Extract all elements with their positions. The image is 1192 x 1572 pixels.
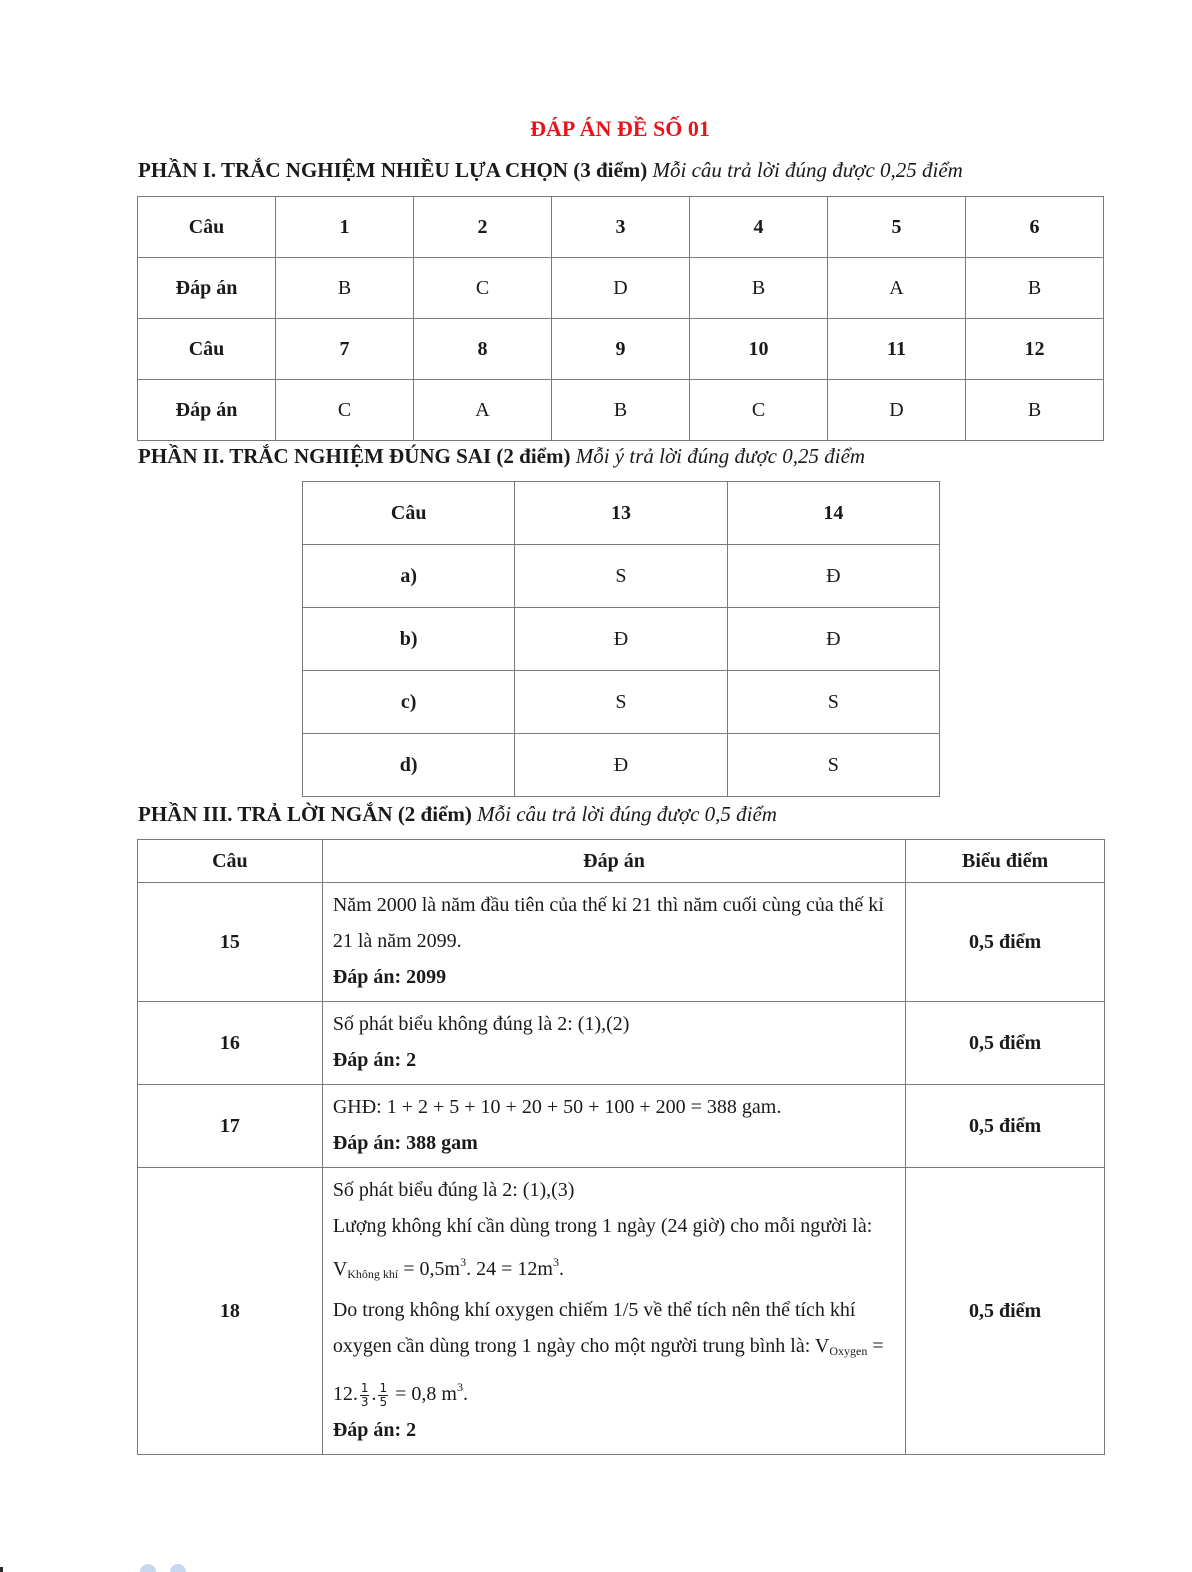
column-header: Câu [138,840,323,883]
answer-cell: D [552,258,690,319]
row-label: b) [303,608,515,671]
answer-cell: D [828,380,966,441]
score: 0,5 điểm [906,1085,1105,1168]
question-number: 10 [690,319,828,380]
formula-text: = 0,8 m [390,1383,457,1405]
part3-heading-title: PHẦN III. TRẢ LỜI NGẮN (2 điểm) [138,802,472,826]
formula-text: . [462,1383,468,1405]
answer-cell: C [414,258,552,319]
logo-shape [170,1564,186,1572]
subscript: Oxygen [829,1344,868,1358]
explanation-text: Năm 2000 là năm đầu tiên của thế kỉ 21 thì năm cuối cùng của thế kỉ 21 là năm 2099. [332,894,884,952]
final-answer: Đáp án: 388 gam [332,1132,478,1154]
answer-cell: Đ [727,545,939,608]
superscript: 3 [552,1255,559,1269]
fraction [360,1382,370,1409]
answer-cell: B [966,380,1104,441]
question-number: 15 [138,883,323,1002]
question-number: 6 [966,197,1104,258]
question-number: 18 [138,1168,323,1455]
question-number: 17 [138,1085,323,1168]
answer-cell: B [276,258,414,319]
table-row [138,1085,1105,1168]
question-number: 16 [138,1002,323,1085]
table-row [138,1168,1105,1455]
part3-answer-table [137,839,1105,1455]
formula-text: . [558,1258,564,1280]
table-row [138,380,1104,441]
table-header-row [303,482,940,545]
table-row [138,319,1104,380]
question-number: 1 [276,197,414,258]
superscript: 3 [456,1380,463,1394]
formula-text: . [371,1383,377,1405]
question-number: 9 [552,319,690,380]
document-title: ĐÁP ÁN ĐỀ SỐ 01 [530,116,710,141]
row-label: Câu [138,197,276,258]
answer-cell: S [727,671,939,734]
table-header-row [138,840,1105,883]
answer-cell: A [414,380,552,441]
answer-cell: S [515,671,727,734]
explanation-text: GHĐ: 1 + 2 + 5 + 10 + 20 + 50 + 100 + 200 = 388 gam. [332,1096,782,1118]
fraction-denominator: 3 [360,1394,369,1409]
explanation-text: Số phát biểu không đúng là 2: (1),(2) [332,1013,630,1035]
question-number: 7 [276,319,414,380]
column-header: 13 [515,482,727,545]
table-row [303,671,940,734]
fraction [378,1382,388,1409]
answer-explanation [322,1168,905,1455]
part2-heading [138,444,865,469]
explanation-text: Số phát biểu đúng là 2: (1),(3) [332,1179,575,1201]
part2-heading-note: Mỗi ý trả lời đúng được 0,25 điểm [575,444,866,468]
superscript: 3 [460,1255,467,1269]
answer-cell: Đ [515,608,727,671]
column-header: Biểu điểm [906,840,1105,883]
table-row [138,258,1104,319]
page-edge-mark [0,1567,3,1572]
column-header: Đáp án [322,840,905,883]
answer-cell: S [515,545,727,608]
part2-heading-title: PHẦN II. TRẮC NGHIỆM ĐÚNG SAI (2 điểm) [138,444,571,468]
part1-heading-title: PHẦN I. TRẮC NGHIỆM NHIỀU LỰA CHỌN (3 điểm) [138,158,648,182]
question-number: 2 [414,197,552,258]
row-label: Đáp án [138,380,276,441]
oxygen-volume-formula [333,1292,895,1412]
part3-heading-note: Mỗi câu trả lời đúng được 0,5 điểm [477,802,777,826]
question-number: 4 [690,197,828,258]
footer-logo-fragment [140,1564,188,1572]
question-number: 11 [828,319,966,380]
answer-cell: B [966,258,1104,319]
final-answer: Đáp án: 2099 [332,966,447,988]
fraction-denominator: 5 [379,1394,388,1409]
final-answer: Đáp án: 2 [332,1049,417,1071]
table-row [138,197,1104,258]
score: 0,5 điểm [906,1168,1105,1455]
answer-cell: B [552,380,690,441]
fraction-numerator: 1 [379,1380,388,1395]
formula-text: = 12. [332,1335,884,1405]
row-label: d) [303,734,515,797]
logo-shape [140,1564,156,1572]
fraction-numerator: 1 [360,1380,369,1395]
answer-cell: S [727,734,939,797]
part1-heading [138,158,963,183]
question-number: 5 [828,197,966,258]
air-volume-formula [333,1208,895,1292]
column-header: Câu [303,482,515,545]
answer-explanation [322,1002,905,1085]
question-number: 8 [414,319,552,380]
part2-answer-table [302,481,940,797]
table-row [138,1002,1105,1085]
answer-cell: Đ [515,734,727,797]
answer-explanation [322,883,905,1002]
table-row [303,608,940,671]
final-answer: Đáp án: 2 [332,1419,417,1441]
formula-text: . 24 = 12m [466,1258,553,1280]
formula-text: Lượng không khí cần dùng trong 1 ngày (24 giờ) cho mỗi người là: V [332,1215,873,1280]
row-label: c) [303,671,515,734]
row-label: Đáp án [138,258,276,319]
row-label: Câu [138,319,276,380]
answer-cell: C [690,380,828,441]
score: 0,5 điểm [906,883,1105,1002]
answer-cell: B [690,258,828,319]
answer-cell: C [276,380,414,441]
answer-cell: A [828,258,966,319]
part1-heading-note: Mỗi câu trả lời đúng được 0,25 điểm [652,158,963,182]
formula-text: Do trong không khí oxygen chiếm 1/5 về thể tích nên thể tích khí oxygen cần dùng trong 1 ngày cho một người trung bình là: V [332,1299,856,1357]
table-row [138,883,1105,1002]
part1-answer-table [137,196,1104,441]
subscript: Không khí [347,1267,399,1281]
question-number: 3 [552,197,690,258]
column-header: 14 [727,482,939,545]
formula-text: = 0,5m [398,1258,461,1280]
score: 0,5 điểm [906,1002,1105,1085]
answer-cell: Đ [727,608,939,671]
part3-heading [138,802,777,827]
table-row [303,545,940,608]
row-label: a) [303,545,515,608]
question-number: 12 [966,319,1104,380]
answer-explanation [322,1085,905,1168]
table-row [303,734,940,797]
